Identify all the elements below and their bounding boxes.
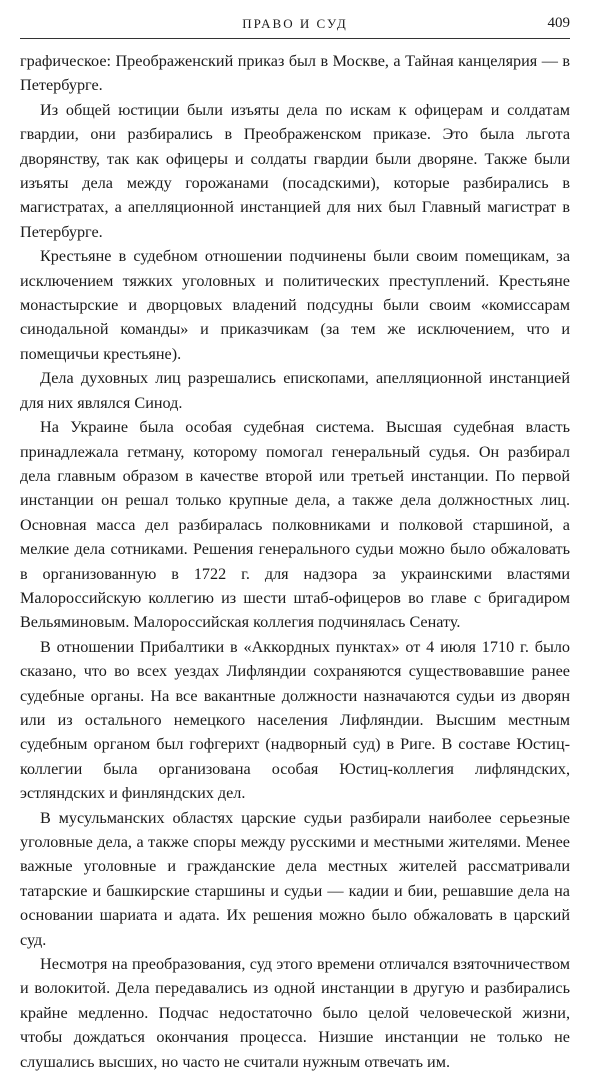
paragraph-peasants: Крестьяне в судебном отношении подчинены были своим помещикам, за исключением тяжких уголовных и политических преступлений. Крестьяне монастырские и дворцовых владений подсудны были своим «комиссарам синодальной команды» и приказчикам (за тем же исключением, что и помещичьи крестьяне). [20, 247, 570, 363]
running-title: ПРАВО И СУД [242, 16, 348, 31]
paragraph-ukraine: На Украине была особая судебная система. Высшая судебная власть принадлежала гетману, которому помогал генеральный судья. Он разбирал дела главным образом в качестве второй или третьей инстанции. По первой инстанции он решал только крупные дела, а также дела должностных лиц. Основная масса дел разбиралась полковниками и полковой старшиной, а мелкие дела сотниками. Решения генерального судьи можно было обжаловать в организованную в 1722 г. для надзора за украинскими властями Малороссийскую коллегию из шести штаб-офицеров во главе с бригадиром Вельяминовым. Малороссийская коллегия подчинялась Сенату. [20, 418, 570, 632]
paragraph-baltics: В отношении Прибалтики в «Аккордных пунктах» от 4 июля 1710 г. было сказано, что во всех уездах Лифляндии сохраняются существовавшие ранее судебные органы. На все вакантные должности назначаются судьи из дворян или из остального немецкого населения Лифляндии. Высшим местным судебным органом был гофгерихт (надворный суд) в Риге. В составе Юстиц-коллегии была организована особая Юстиц-коллегия лифляндских, эстляндских и финляндских дел. [20, 637, 570, 803]
page-number: 409 [547, 15, 570, 31]
paragraph-continuation: графическое: Преображенский приказ был в Москве, а Тайная канцелярия — в Петербурге. [20, 52, 570, 95]
book-page [20, 12, 570, 1074]
body-text [20, 49, 570, 1074]
paragraph-court-problems: Несмотря на преобразования, суд этого времени отличался взяточничеством и волокитой. Дела передавались из одной инстанции в другую и разбирались крайне медленно. Подчас недостаточно было целой человеческой жизни, чтобы дождаться окончания процесса. Низшие инстанции не только не слушались высших, но часто не считали нужным отвечать им. [20, 955, 570, 1071]
paragraph-guard-jurisdiction: Из общей юстиции были изъяты дела по искам к офицерам и солдатам гвардии, они разбирались в Преображенском приказе. Это была льгота дворянству, так как офицеры и солдаты гвардии были дворяне. Также были изъяты дела между горожанами (посадскими), которые разбирались в магистратах, а апелляционной инстанцией для них был Главный магистрат в Петербурге. [20, 100, 570, 241]
running-header [20, 12, 570, 39]
paragraph-muslim-regions: В мусульманских областях царские судьи разбирали наиболее серьезные уголовные дела, а также споры между русскими и местными жителями. Менее важные уголовные и гражданские дела местных жителей рассматривали татарские и башкирские старшины и судьи — кадии и бии, решавшие дела на основании шариата и адата. Их решения можно было обжаловать в царский суд. [20, 808, 570, 949]
paragraph-clergy: Дела духовных лиц разрешались епископами, апелляционной инстанцией для них являлся Синод. [20, 369, 570, 412]
